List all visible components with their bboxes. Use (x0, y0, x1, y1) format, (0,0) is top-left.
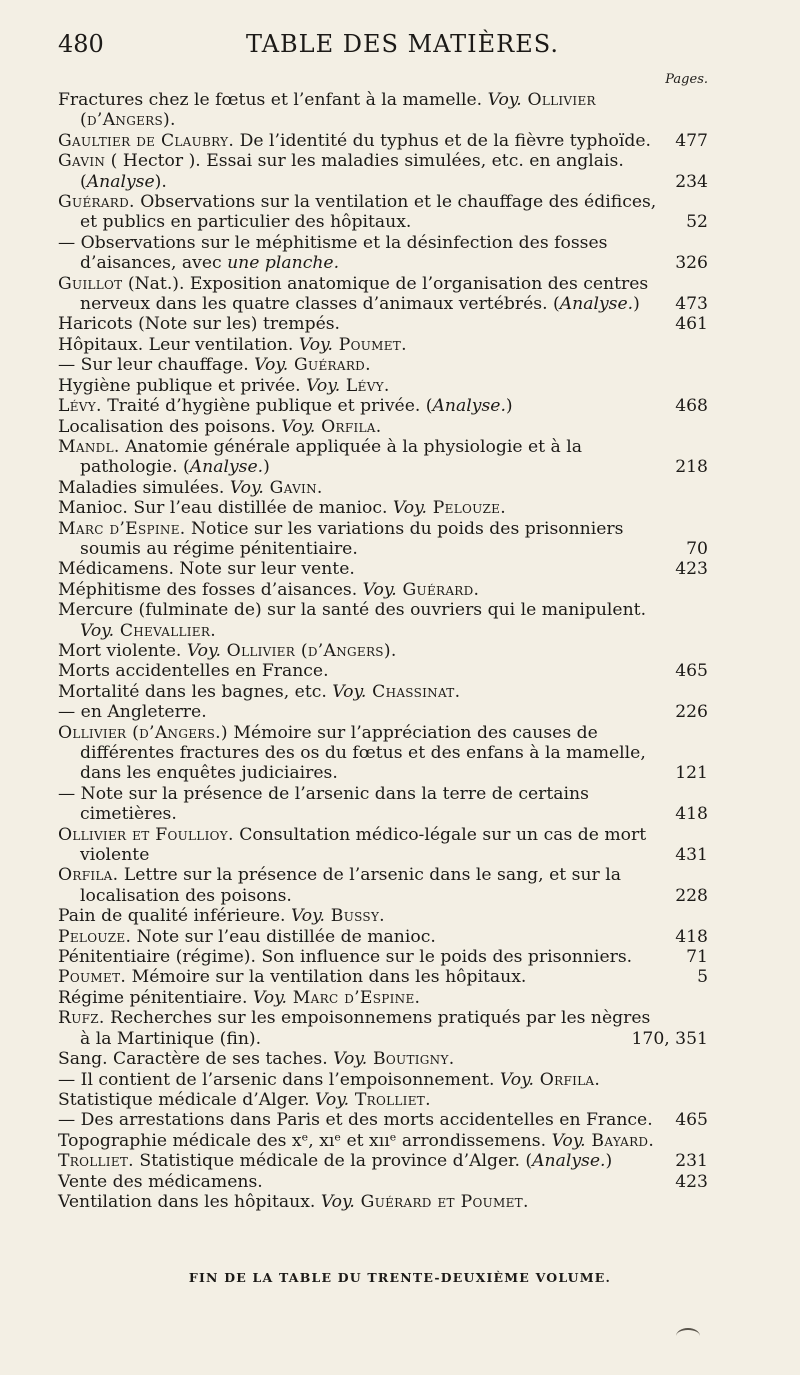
italic-text: Analyse. (432, 396, 506, 417)
index-entry (58, 825, 708, 866)
index-entry (58, 478, 708, 498)
entry-text: — Sur leur chauffage. (58, 355, 255, 376)
index-entry (58, 274, 708, 315)
italic-text: Voy. (320, 1191, 355, 1212)
page-header (58, 30, 730, 70)
entry-text: Traité d’hygiène publique et privée. ( (101, 396, 433, 417)
index-entry (58, 927, 708, 947)
page-reference: 461 (675, 314, 708, 335)
author-name: Gavin. (263, 477, 323, 498)
entry-text: Localisation des poisons. (58, 416, 282, 437)
index-entry (58, 682, 708, 702)
italic-text: Analyse. (532, 1151, 606, 1172)
entry-text: — Observations sur le méphitisme et la désinfection des fosses d’aisances, avec (58, 232, 608, 274)
author-name: Marc d’Espine. (286, 987, 421, 1008)
italic-text: Voy. (499, 1069, 534, 1090)
italic-text: Voy. (392, 498, 427, 519)
author-name: Guérard. (396, 579, 480, 600)
entry-text: Maladies simulées. (58, 477, 230, 498)
index-entry (58, 1070, 708, 1090)
page-reference: 423 (675, 1171, 708, 1192)
entry-text: Ventilation dans les hôpitaux. (58, 1191, 321, 1212)
index-entry (58, 233, 708, 274)
author-name: Ollivier (d’Angers.) (58, 722, 228, 743)
author-name: Guillot (58, 273, 123, 294)
italic-text: Voy. (252, 987, 287, 1008)
index-entry (58, 192, 708, 233)
entry-text: ( Hector ). Essai sur les maladies simulées, etc. en anglais. ( (80, 151, 624, 192)
entry-text: — en Angleterre. (58, 702, 207, 723)
author-name: Poumet. (58, 967, 127, 988)
index-entry (58, 1131, 708, 1151)
index-entry (58, 1172, 708, 1192)
index-entry (58, 1090, 708, 1110)
italic-text: Voy. (332, 681, 367, 702)
page-reference: 226 (675, 702, 708, 723)
index-entry (58, 1008, 708, 1049)
author-name: Marc d’Espine. (58, 518, 186, 539)
entry-text: Hygiène publique et privée. (58, 375, 307, 396)
entry-text: ) (633, 294, 640, 315)
entry-text: Sang. Caractère de ses taches. (58, 1049, 334, 1070)
entry-text: Mémoire sur l’appréciation des causes de différentes fractures des os du fœtus et des enfans à la mamelle, dans les enquêtes judiciaires. (80, 722, 646, 784)
author-name: Gaultier de Claubry. (58, 130, 235, 151)
page-reference: 431 (675, 845, 708, 866)
entry-text: Méphitisme des fosses d’aisances. (58, 579, 363, 600)
index-entries (58, 90, 708, 1212)
author-name: Poumet. (332, 334, 407, 355)
author-name: Guérard. (58, 192, 135, 213)
italic-text: Voy. (487, 90, 522, 110)
entry-text: Médicamens. Note sur leur vente. (58, 559, 355, 580)
pages-column-label: Pages. (665, 72, 708, 87)
page-reference: 326 (675, 253, 708, 274)
ornament-mark (676, 1328, 700, 1344)
index-entry (58, 1192, 708, 1212)
entry-text: ) (605, 1151, 613, 1172)
entry-text: — Des arrestations dans Paris et des morts accidentelles en France. (58, 1110, 653, 1131)
page-reference: 418 (675, 804, 708, 825)
page-number: 480 (58, 30, 104, 58)
author-name: Ollivier (d’Angers). (80, 90, 596, 131)
entry-text: ) (263, 457, 270, 478)
author-name: Chassinat. (366, 681, 461, 702)
index-entry (58, 641, 708, 661)
entry-text: Pain de qualité inférieure. (58, 906, 291, 927)
author-name: Guérard et Poumet. (354, 1191, 529, 1212)
italic-text: Analyse. (559, 294, 634, 315)
page-reference: 234 (675, 171, 708, 192)
entry-text: Mort violente. (58, 640, 187, 661)
index-entry (58, 90, 708, 131)
index-entry (58, 314, 708, 334)
index-entry (58, 988, 708, 1008)
page-reference: 231 (675, 1151, 708, 1172)
entry-text: Manioc. Sur l’eau distillée de manioc. (58, 498, 393, 519)
italic-text: Voy. (362, 579, 397, 600)
italic-text: Voy. (254, 355, 289, 376)
end-of-table-note: FIN DE LA TABLE DU TRENTE-DEUXIÈME VOLUME. (188, 1270, 612, 1285)
entry-text: Mortalité dans les bagnes, etc. (58, 681, 333, 702)
author-name: Orfila. (315, 416, 382, 437)
page-reference: 170, 351 (631, 1028, 708, 1049)
author-name: Bussy. (325, 906, 385, 927)
index-entry (58, 1049, 708, 1069)
author-name: Chevallier. (114, 620, 216, 641)
entry-text: Lettre sur la présence de l’arsenic dans le sang, et sur la localisation des poisons. (80, 865, 621, 906)
italic-text: Voy. (315, 1089, 350, 1110)
entry-text: Recherches sur les empoisonnemens pratiqués par les nègres à la Martinique (fin). (80, 1008, 651, 1049)
index-entry (58, 498, 708, 518)
author-name: Orfila. (533, 1069, 601, 1090)
page-reference: 121 (675, 763, 708, 784)
italic-text: Voy. (229, 477, 264, 498)
author-name: Rufz. (58, 1008, 105, 1029)
italic-text: Voy. (333, 1049, 368, 1070)
entry-text: — Note sur la présence de l’arsenic dans la terre de certains cimetières. (58, 783, 589, 825)
entry-text: Régime pénitentiaire. (58, 987, 253, 1008)
entry-text: Morts accidentelles en France. (58, 661, 329, 682)
index-entry (58, 702, 708, 722)
index-entry (58, 376, 708, 396)
page-reference: 465 (675, 661, 708, 682)
index-entry (58, 131, 708, 151)
index-entry (58, 437, 708, 478)
italic-text: Voy. (186, 640, 221, 661)
entry-text: Notice sur les variations du poids des prisonniers soumis au régime pénitentiaire. (80, 518, 624, 559)
page-reference: 71 (686, 947, 708, 968)
entry-text: Mémoire sur la ventilation dans les hôpitaux. (126, 967, 527, 988)
page-reference: 423 (675, 559, 708, 580)
index-entry (58, 906, 708, 926)
entry-text: Statistique médicale de la province d’Alger. ( (133, 1151, 533, 1172)
index-entry (58, 1110, 708, 1130)
index-entry (58, 519, 708, 560)
index-entry (58, 784, 708, 825)
index-entry (58, 967, 708, 987)
index-entry (58, 151, 708, 192)
page-reference: 218 (675, 457, 708, 478)
author-name: Guérard. (288, 355, 371, 376)
page-reference: 5 (697, 967, 708, 988)
entry-text: Observations sur la ventilation et le chauffage des édifices, et publics en particulier des hôpitaux. (80, 192, 657, 233)
index-entry (58, 1151, 708, 1171)
italic-text: une planche. (227, 253, 340, 274)
page-reference: 477 (675, 130, 708, 151)
author-name: Boutigny. (367, 1049, 455, 1070)
entry-text: Mercure (fulminate de) sur la santé des ouvriers qui le manipulent. (58, 600, 647, 621)
entry-text: De l’identité du typhus et de la fièvre typhoïde. (234, 130, 651, 151)
author-name: Ollivier (d’Angers). (220, 640, 397, 661)
author-name: Lévy. (58, 396, 102, 417)
author-name: Pelouze. (58, 926, 132, 947)
italic-text: Voy. (80, 620, 115, 641)
page-reference: 228 (675, 885, 708, 906)
entry-text: Topographie médicale des xᵉ, xıᵉ et xııᵉ arrondissemens. (58, 1130, 552, 1151)
entry-text: Fractures chez le fœtus et l’enfant à la mamelle. (58, 90, 488, 110)
author-name: Trolliet. (349, 1089, 431, 1110)
italic-text: Analyse (86, 171, 155, 192)
index-entry (58, 417, 708, 437)
index-entry (58, 355, 708, 375)
page-reference: 52 (686, 212, 708, 233)
entry-text: — Il contient de l’arsenic dans l’empoisonnement. (58, 1069, 500, 1090)
entry-text: Pénitentiaire (régime). Son influence sur le poids des prisonniers. (58, 947, 633, 968)
entry-text: Anatomie générale appliquée à la physiologie et à la pathologie. ( (80, 436, 582, 478)
index-entry (58, 865, 708, 906)
author-name: Lévy. (340, 375, 390, 396)
entry-text: Note sur l’eau distillée de manioc. (131, 926, 436, 947)
running-title: TABLE DES MATIÈRES. (246, 30, 559, 58)
entry-text: Consultation médico-légale sur un cas de mort violente (80, 824, 647, 866)
index-entry (58, 600, 708, 641)
entry-text: (Nat.). Exposition anatomique de l’organisation des centres nerveux dans les quatre classes d’animaux vertébrés. ( (80, 273, 649, 315)
entry-text: Statistique médicale d’Alger. (58, 1089, 316, 1110)
italic-text: Voy. (306, 375, 341, 396)
author-name: Mandl. (58, 436, 120, 457)
author-name: Bayard. (585, 1130, 655, 1151)
page-reference: 468 (675, 396, 708, 417)
index-entry (58, 947, 708, 967)
author-name: Trolliet. (58, 1151, 134, 1172)
page-reference: 70 (686, 538, 708, 559)
entry-text: Hôpitaux. Leur ventilation. (58, 334, 299, 355)
page-reference: 473 (675, 294, 708, 315)
entry-text: ) (505, 396, 513, 417)
italic-text: Voy. (298, 334, 333, 355)
author-name: Gavin (58, 151, 106, 172)
author-name: Ollivier et Foullioy. (58, 824, 234, 845)
italic-text: Analyse. (189, 457, 264, 478)
italic-text: Voy. (290, 906, 326, 927)
index-entry (58, 723, 708, 784)
page-reference: 418 (675, 926, 708, 947)
italic-text: Voy. (551, 1130, 586, 1151)
entry-text: ). (154, 171, 167, 192)
author-name: Orfila. (58, 865, 119, 886)
index-entry (58, 335, 708, 355)
index-entry (58, 661, 708, 681)
author-name: Pelouze. (427, 498, 506, 519)
italic-text: Voy. (281, 416, 316, 437)
entry-text: Haricots (Note sur les) trempés. (58, 314, 341, 335)
index-entry (58, 580, 708, 600)
index-entry (58, 559, 708, 579)
entry-text: Vente des médicamens. (58, 1171, 263, 1192)
index-entry (58, 396, 708, 416)
page-reference: 465 (675, 1110, 708, 1131)
